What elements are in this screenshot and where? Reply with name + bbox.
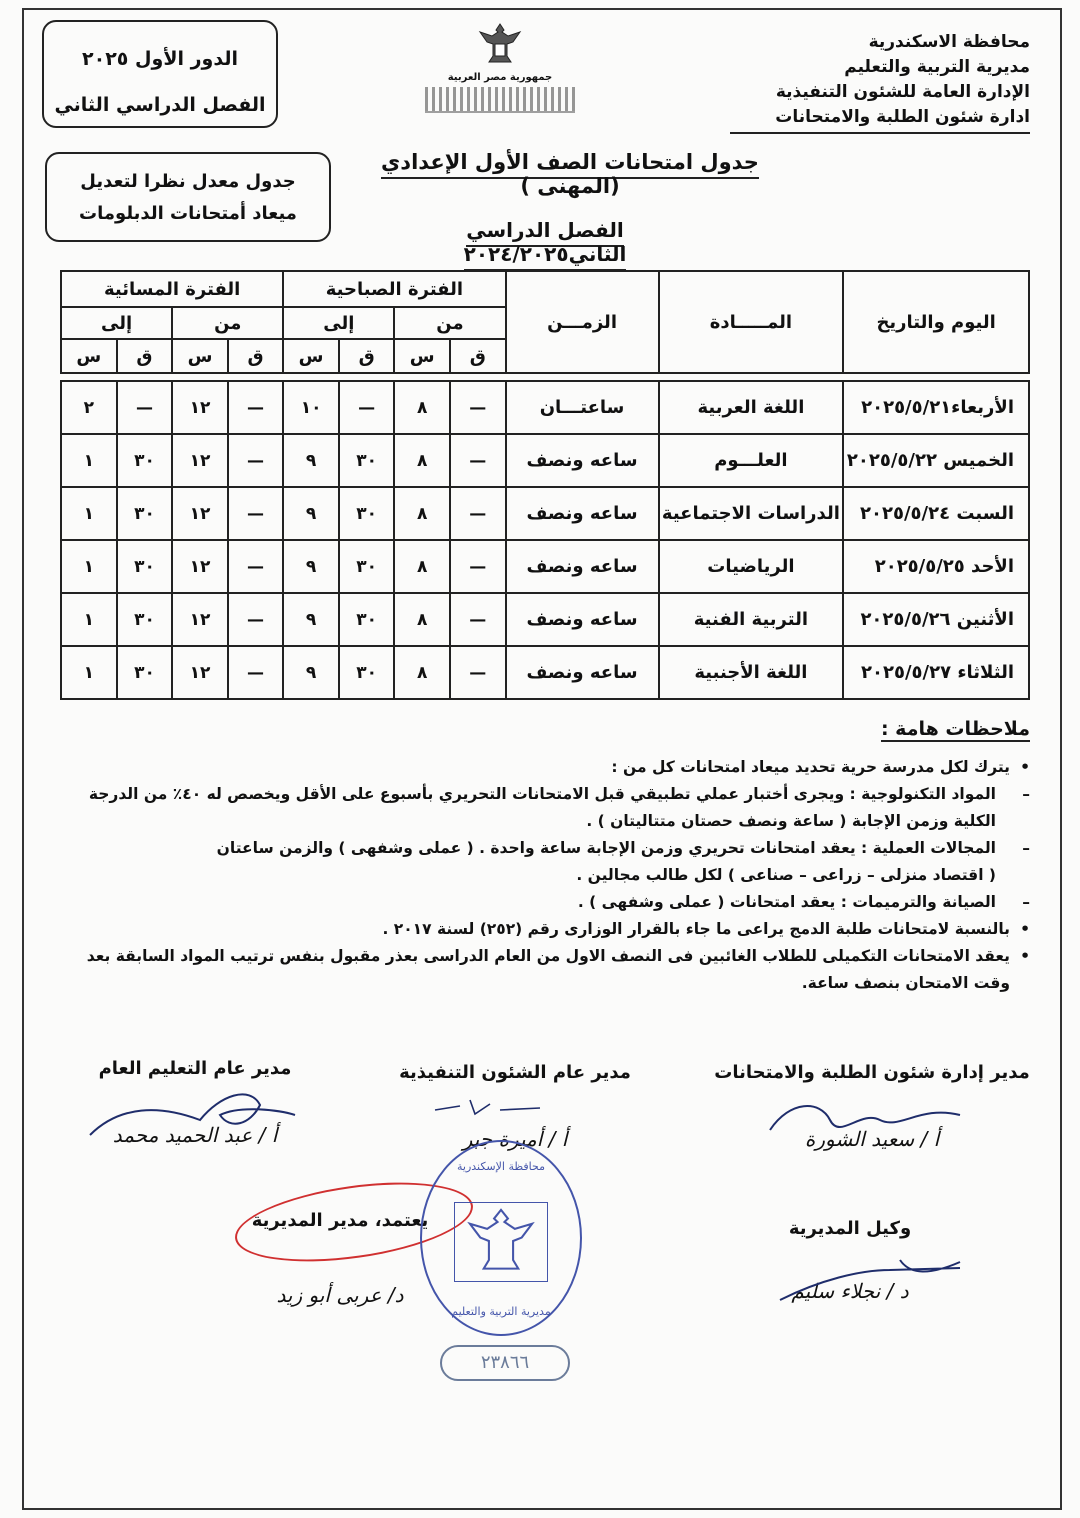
table-row [61,593,1029,646]
cell-m-from-hr: ٨ [394,646,450,699]
cell-e-from-min: — [228,646,283,699]
table-spacer [61,373,1029,381]
header-hour: س [61,339,117,373]
cell-m-from-min: — [450,646,505,699]
cell-m-to-hr: ٩ [283,593,339,646]
cell-e-to-hr: ١ [61,593,117,646]
cell-duration: ساعه ونصف [506,540,659,593]
header-hour: س [283,339,339,373]
signature-title: وكيل المديرية [788,1218,912,1239]
cell-day-date: الأثنين ٢٠٢٥/٥/٢٦ [843,593,1029,646]
title-main: جدول امتحانات الصف الأول الإعدادي [381,150,759,179]
cell-m-to-min: ٣٠ [339,434,395,487]
schedule-subtitle [395,218,695,266]
official-stamp [420,1140,582,1336]
note-item-cont: ( اقتصاد منزلى – زراعى – صناعى ) لكل طالب مجالين . [576,866,996,884]
cell-m-from-min: — [450,434,505,487]
notes-heading [881,718,1030,740]
cell-e-from-min: — [228,540,283,593]
stamp-bottom-text: مديرية التربية والتعليم [451,1305,551,1318]
signature-scribble [760,1090,980,1150]
cell-e-from-min: — [228,434,283,487]
cell-e-to-hr: ١ [61,487,117,540]
cell-m-from-hr: ٨ [394,593,450,646]
cell-m-to-hr: ١٠ [283,381,339,434]
table-row [61,381,1029,434]
cell-e-from-hr: ١٢ [172,540,228,593]
stamp-text: محافظة الإسكندرية [456,1160,545,1173]
cell-e-from-hr: ١٢ [172,646,228,699]
cell-e-to-min: ٣٠ [117,434,173,487]
admin-students-label: ادارة شئون الطلبة والامتحانات [730,105,1030,134]
cell-m-from-min: — [450,540,505,593]
title-type: (المهنى ) [520,174,620,198]
header-duration: الزمـــن [506,271,659,373]
note-item: – المواد التكنولوجية : ويجرى أختبار عملي تطبيقي قبل الامتحانات التحريري بأسبوع على الأقل ويخصص له ٤٠٪ من الدرجة [50,781,1010,808]
schedule-title [340,150,800,198]
cell-m-from-min: — [450,593,505,646]
note-item: – المجالات العملية : يعقد امتحانات تحريري وزمن الإجابة ساعة واحدة . ( عملى وشفهى ) والزمن ساعتان [50,835,1010,862]
cell-subject: التربية الفنية [659,593,844,646]
emblem-caption: جمهورية مصر العربية [447,72,553,83]
note-item: • بالنسبة لامتحانات طلبة الدمج يراعى ما جاء بالقرار الوزارى رقم (٢٥٢) لسنة ٢٠١٧ . [50,916,1010,943]
serial-seal: ٢٣٨٦٦ [440,1345,570,1381]
header-morning-from: من [394,307,505,339]
cell-e-from-min: — [228,593,283,646]
cell-e-to-min: ٣٠ [117,646,173,699]
cell-m-to-min: — [339,381,395,434]
term-label: الفصل الدراسي الثاني [54,94,266,116]
amended-line1: جدول معدل نظرا لتعديل [80,171,296,192]
subtitle-text: الفصل الدراسي الثاني٢٠٢٤/٢٠٢٥ [464,218,627,271]
notes-list [50,754,1010,997]
header-authority-block [730,30,1030,134]
header-evening: الفترة المسائية [61,271,283,307]
cell-e-to-hr: ١ [61,540,117,593]
governorate-label: محافظة الاسكندرية [868,32,1030,52]
notes-heading-text: ملاحظات هامة : [880,718,1030,740]
signature-title: مدير إدارة شئون الطلبة والامتحانات [714,1062,1030,1083]
header-hour: س [172,339,228,373]
cell-m-to-min: ٣٠ [339,487,395,540]
signature-name: د / نجلاء سليم [791,1279,909,1303]
cell-m-to-hr: ٩ [283,540,339,593]
cell-m-from-hr: ٨ [394,434,450,487]
cell-e-to-min: ٣٠ [117,540,173,593]
table-row [61,487,1029,540]
cell-day-date: الأحد ٢٠٢٥/٥/٢٥ [843,540,1029,593]
header-evening-from: من [172,307,283,339]
header-evening-to: إلى [61,307,172,339]
note-item: • يترك لكل مدرسة حرية تحديد ميعاد امتحانات كل من : [50,754,1010,781]
cell-e-from-hr: ١٢ [172,593,228,646]
eagle-emblem [415,22,585,113]
cell-m-to-hr: ٩ [283,434,339,487]
round-term-box [42,20,278,128]
admin-exec-label: الإدارة العامة للشئون التنفيذية [775,82,1030,102]
note-item-cont: وقت الامتحان بنصف ساعة. [801,974,1010,992]
signature-name: أ / سعيد الشورة [804,1127,940,1151]
cell-duration: ساعه ونصف [506,487,659,540]
header-morning: الفترة الصباحية [283,271,505,307]
cell-m-to-hr: ٩ [283,487,339,540]
signature-title: مدير عام التعليم العام [98,1058,292,1079]
header-minute: ق [339,339,395,373]
cell-day-date: السبت ٢٠٢٥/٥/٢٤ [843,487,1029,540]
cell-e-to-min: ٣٠ [117,593,173,646]
directorate-label: مديرية التربية والتعليم [844,57,1030,77]
cell-m-to-min: ٣٠ [339,593,395,646]
cell-e-to-hr: ٢ [61,381,117,434]
cell-duration: ساعه ونصف [506,434,659,487]
cell-m-from-hr: ٨ [394,487,450,540]
header-minute: ق [117,339,173,373]
cell-e-to-hr: ١ [61,646,117,699]
cell-e-from-min: — [228,487,283,540]
cell-e-from-hr: ١٢ [172,487,228,540]
header-day-date: اليوم والتاريخ [843,271,1029,373]
cell-e-to-min: ٣٠ [117,487,173,540]
note-item: • يعقد الامتحانات التكميلى للطلاب الغائبين فى النصف الاول من العام الدراسى بعذر مقبول بنفس ترتيب المواد السابقة بعد [50,943,1010,970]
cell-day-date: الخميس ٢٠٢٥/٥/٢٢ [843,434,1029,487]
cell-subject: الرياضيات [659,540,844,593]
header-hour: س [394,339,450,373]
stamp-eagle-frame [454,1202,548,1282]
header-subject: المـــــادة [659,271,844,373]
eagle-icon [477,22,523,66]
cell-m-to-min: ٣٠ [339,646,395,699]
cell-day-date: الثلاثاء ٢٠٢٥/٥/٢٧ [843,646,1029,699]
signature-name: د/ عربى أبو زيد [276,1283,404,1307]
signature-title: مدير عام الشئون التنفيذية [399,1062,631,1083]
amended-line2: ميعاد أمتحانات الدبلومات [79,203,297,224]
table-row [61,540,1029,593]
signature-title: يعتمد، مدير المديرية [251,1210,429,1231]
header-morning-to: إلى [283,307,394,339]
table-row [61,434,1029,487]
emblem-script-decoration [425,87,575,113]
note-item: – الصيانة والترميمات : يعقد امتحانات ( عملى وشفهى ) . [50,889,1010,916]
cell-e-from-hr: ١٢ [172,381,228,434]
header-minute: ق [228,339,283,373]
header-minute: ق [450,339,505,373]
cell-e-from-min: — [228,381,283,434]
cell-e-to-min: — [117,381,173,434]
cell-subject: اللغة العربية [659,381,844,434]
table-row [61,646,1029,699]
cell-duration: ساعه ونصف [506,593,659,646]
cell-duration: ساعه ونصف [506,646,659,699]
cell-e-to-hr: ١ [61,434,117,487]
eagle-icon [456,1203,546,1279]
signature-name: أ / عبد الحميد محمد [112,1123,278,1147]
cell-m-from-min: — [450,381,505,434]
exam-schedule-table [60,270,1030,700]
cell-m-to-hr: ٩ [283,646,339,699]
cell-m-to-min: ٣٠ [339,540,395,593]
cell-duration: ساعتـــان [506,381,659,434]
cell-m-from-hr: ٨ [394,540,450,593]
cell-e-from-hr: ١٢ [172,434,228,487]
cell-m-from-min: — [450,487,505,540]
signature-name: أ / أميرة جبر [462,1127,568,1151]
cell-m-from-hr: ٨ [394,381,450,434]
cell-subject: العلـــوم [659,434,844,487]
amended-note-box [45,152,331,242]
cell-subject: اللغة الأجنبية [659,646,844,699]
signature-scribble [430,1092,550,1122]
note-item-cont: الكلية وزمن الإجابة ( ساعة ونصف حصتان متتاليتان ) . [586,812,996,830]
cell-day-date: الأربعاء٢٠٢٥/٥/٢١ [843,381,1029,434]
round-label: الدور الأول ٢٠٢٥ [82,48,238,70]
signature-scribble [760,1240,980,1310]
signature-scribble [80,1085,300,1155]
cell-subject: الدراسات الاجتماعية [659,487,844,540]
